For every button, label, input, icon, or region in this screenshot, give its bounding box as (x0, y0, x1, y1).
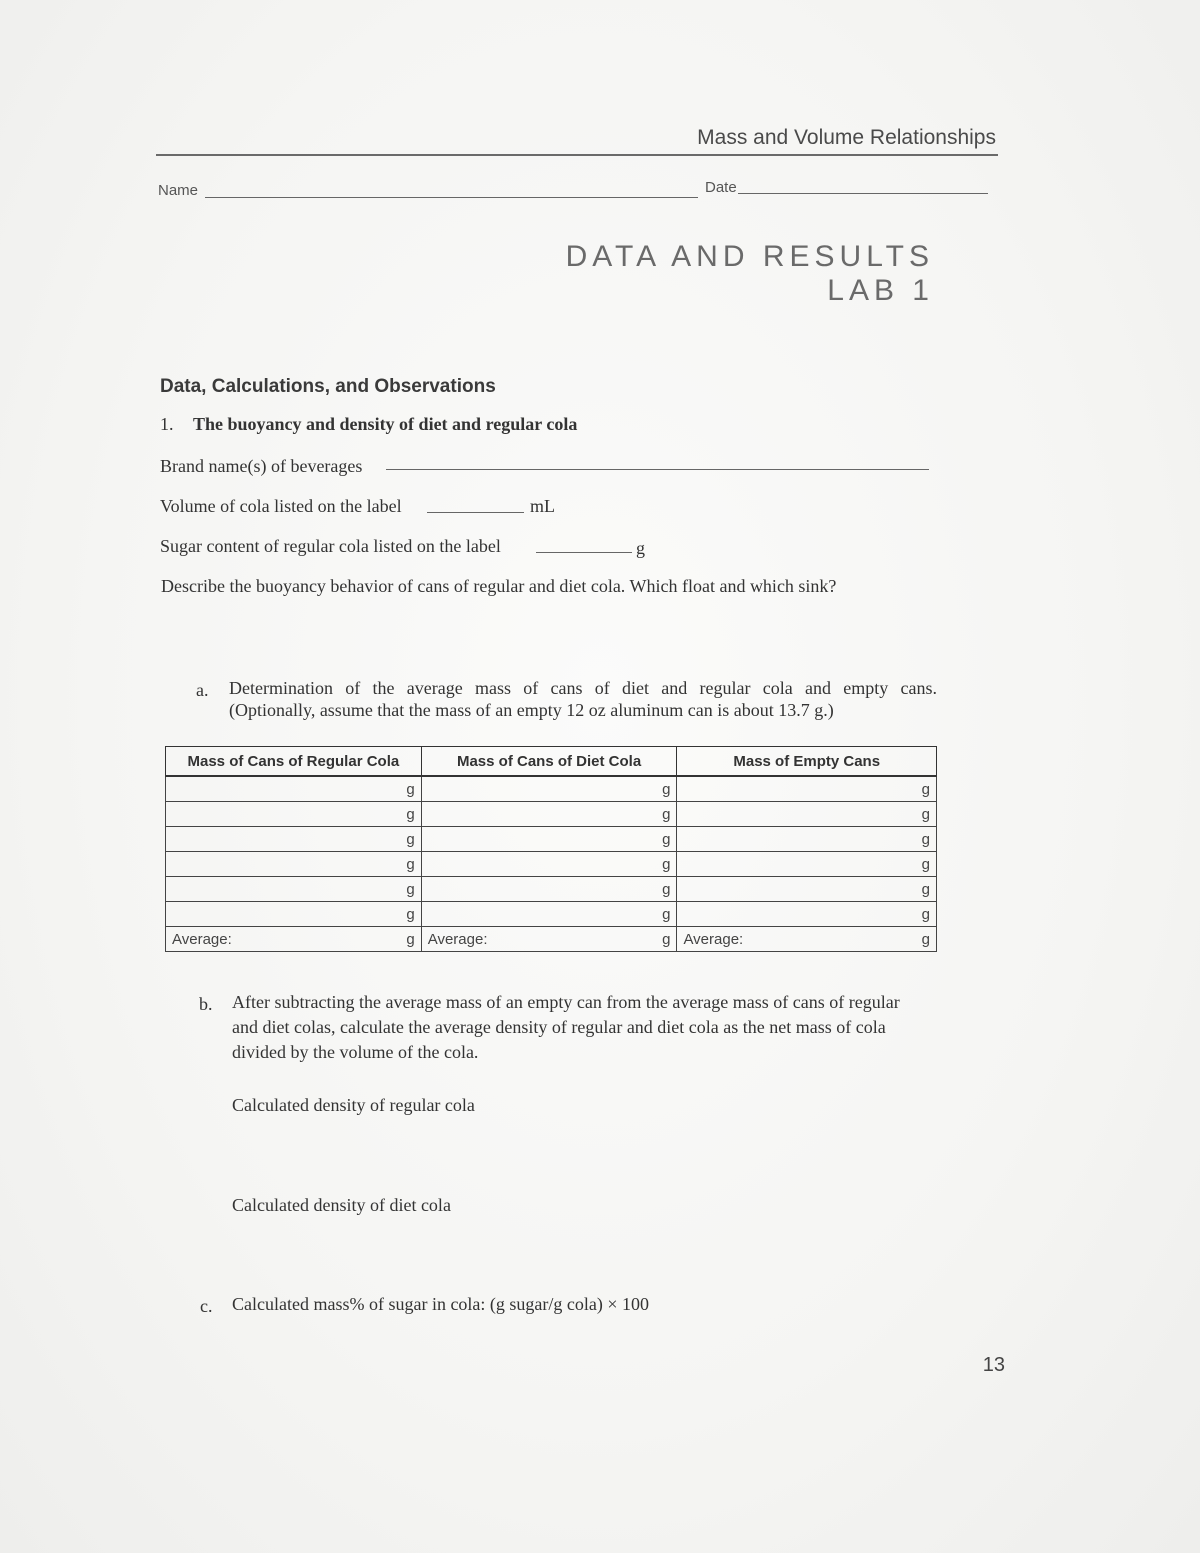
section-title: Data, Calculations, and Observations (160, 376, 496, 397)
part-c-text: Calculated mass% of sugar in cola: (g sugar/g cola) × 100 (232, 1294, 650, 1314)
part-b-line1: After subtracting the average mass of an empty can from the average mass of cans of regular (232, 992, 900, 1012)
average-label: Average: (172, 930, 232, 948)
unit-label: g (406, 930, 415, 948)
part-a-line1: Determination of the average mass of cans of diet and regular cola and empty cans. (229, 678, 937, 698)
empty-can-cell[interactable]: g (677, 852, 937, 877)
question-1-number: 1. (160, 414, 174, 434)
diet-cola-average-cell[interactable] (421, 927, 677, 952)
table-row (166, 802, 937, 827)
average-label: Average: (683, 930, 744, 948)
header-regular-cola: Mass of Cans of Regular Cola (166, 747, 422, 777)
density-diet-prompt: Calculated density of diet cola (232, 1195, 451, 1215)
date-field-line[interactable] (738, 193, 988, 194)
regular-cola-cell[interactable]: g (166, 902, 422, 927)
table-row (166, 776, 937, 802)
empty-can-cell[interactable]: g (677, 877, 937, 902)
empty-can-average-cell[interactable] (677, 927, 937, 952)
part-b-line3: divided by the volume of the cola. (232, 1042, 479, 1062)
diet-cola-cell[interactable]: g (421, 827, 677, 852)
lab-title (566, 240, 934, 308)
table-header-row (166, 747, 937, 777)
question-1-title: The buoyancy and density of diet and regular cola (193, 414, 578, 434)
name-field-line[interactable] (205, 197, 698, 198)
regular-cola-cell[interactable]: g (166, 852, 422, 877)
page-number: 13 (982, 1354, 1005, 1376)
volume-label: Volume of cola listed on the label (160, 496, 402, 516)
part-c-letter: c. (200, 1296, 213, 1316)
part-b-line2: and diet colas, calculate the average density of regular and diet cola as the net mass of cola (232, 1017, 886, 1037)
mass-table (165, 746, 937, 952)
regular-cola-cell[interactable]: g (166, 776, 422, 802)
part-a-letter: a. (196, 680, 209, 700)
empty-can-cell[interactable]: g (677, 902, 937, 927)
density-regular-prompt: Calculated density of regular cola (232, 1095, 475, 1115)
empty-can-cell[interactable]: g (677, 802, 937, 827)
average-label: Average: (427, 930, 488, 948)
unit-label: g (921, 930, 930, 948)
describe-prompt: Describe the buoyancy behavior of cans of regular and diet cola. Which float and which sink? (161, 576, 837, 596)
name-label: Name (158, 182, 199, 199)
diet-cola-cell[interactable]: g (421, 776, 677, 802)
regular-cola-cell[interactable]: g (166, 827, 422, 852)
diet-cola-cell[interactable]: g (421, 877, 677, 902)
sugar-unit: g (636, 538, 645, 558)
diet-cola-cell[interactable]: g (421, 852, 677, 877)
header-diet-cola: Mass of Cans of Diet Cola (421, 747, 677, 777)
table-row (166, 852, 937, 877)
date-label: Date (705, 179, 737, 196)
diet-cola-cell[interactable]: g (421, 902, 677, 927)
part-b-letter: b. (199, 994, 213, 1014)
regular-cola-cell[interactable]: g (166, 802, 422, 827)
regular-cola-average-cell[interactable] (166, 927, 422, 952)
table-row (166, 902, 937, 927)
volume-unit: mL (530, 496, 555, 516)
running-header: Mass and Volume Relationships (697, 126, 996, 149)
part-a-line2: (Optionally, assume that the mass of an empty 12 oz aluminum can is about 13.7 g.) (229, 700, 834, 720)
table-row (166, 877, 937, 902)
empty-can-cell[interactable]: g (677, 776, 937, 802)
table-row (166, 827, 937, 852)
empty-can-cell[interactable]: g (677, 827, 937, 852)
lab-title-line2: LAB 1 (827, 274, 934, 307)
volume-field-line[interactable] (427, 512, 524, 513)
brand-field-line[interactable] (386, 469, 929, 470)
table-average-row (166, 927, 937, 952)
sugar-label: Sugar content of regular cola listed on the label (160, 536, 501, 556)
lab-title-line1: DATA AND RESULTS (565, 240, 934, 273)
header-rule (156, 154, 998, 156)
unit-label: g (662, 930, 671, 948)
header-empty-cans: Mass of Empty Cans (677, 747, 937, 777)
diet-cola-cell[interactable]: g (421, 802, 677, 827)
regular-cola-cell[interactable]: g (166, 877, 422, 902)
brand-label: Brand name(s) of beverages (160, 456, 363, 476)
sugar-field-line[interactable] (536, 552, 632, 553)
